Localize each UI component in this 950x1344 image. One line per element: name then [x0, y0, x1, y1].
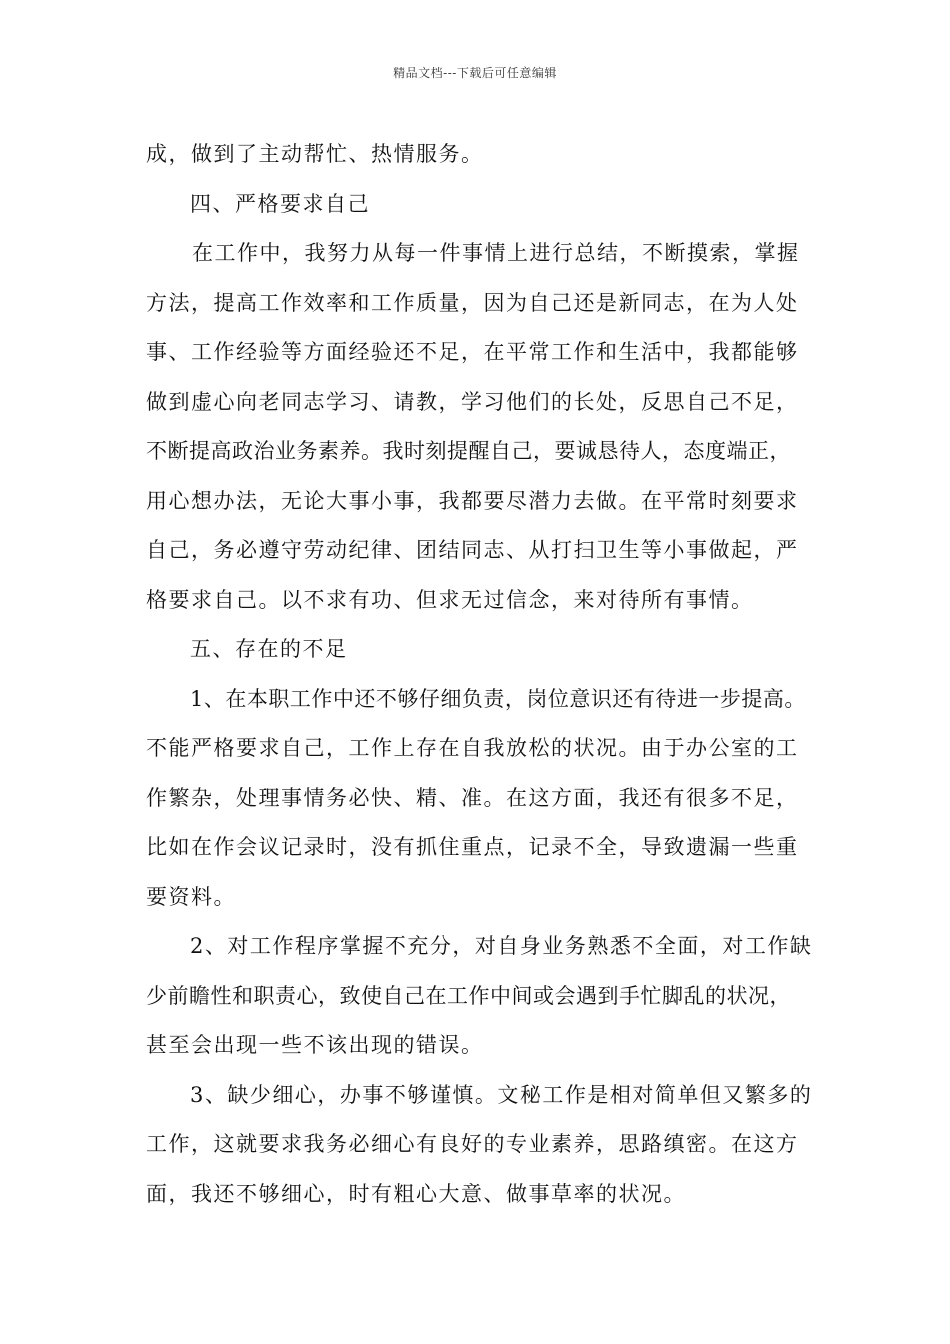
section-heading: 四、严格要求自己 — [190, 191, 370, 216]
text-line: 自己，务必遵守劳动纪律、团结同志、从打扫卫生等小事做起，严 — [146, 538, 799, 562]
text-line: 作繁杂，处理事情务必快、精、准。在这方面，我还有很多不足， — [146, 785, 799, 810]
section-heading: 五、存在的不足 — [190, 637, 348, 661]
text-line: 在工作中，我努力从每一件事情上进行总结，不断摸索，掌握 — [192, 241, 800, 265]
text-line: 2、对工作程序掌握不充分，对自身业务熟悉不全面，对工作缺 — [190, 934, 813, 958]
text-line: 不能严格要求自己，工作上存在自我放松的状况。由于办公室的工 — [146, 736, 799, 760]
text-line: 用心想办法，无论大事小事，我都要尽潜力去做。在平常时刻要求 — [146, 488, 799, 513]
document-body — [146, 130, 826, 1219]
text-line: 工作，这就要求我务必细心有良好的专业素养，思路缜密。在这方 — [146, 1132, 799, 1156]
text-line: 少前瞻性和职责心，致使自己在工作中间或会遇到手忙脚乱的状况， — [146, 983, 791, 1008]
text-line: 甚至会出现一些不该出现的错误。 — [146, 1033, 484, 1057]
text-line: 成，做到了主动帮忙、热情服务。 — [146, 142, 484, 166]
text-line: 事、工作经验等方面经验还不足，在平常工作和生活中，我都能够 — [146, 340, 799, 364]
text-line: 不断提高政治业务素养。我时刻提醒自己，要诚恳待人，态度端正， — [146, 439, 791, 463]
text-line: 做到虚心向老同志学习、请教，学习他们的长处，反思自己不足， — [146, 389, 799, 414]
text-line: 格要求自己。以不求有功、但求无过信念，来对待所有事情。 — [146, 587, 754, 612]
text-line: 方法，提高工作效率和工作质量，因为自己还是新同志，在为人处 — [146, 290, 799, 315]
text-line: 面，我还不够细心，时有粗心大意、做事草率的状况。 — [146, 1181, 686, 1206]
text-line: 要资料。 — [146, 884, 236, 909]
text-line: 比如在作会议记录时，没有抓住重点，记录不全，导致遗漏一些重 — [146, 835, 799, 859]
text-line: 3、缺少细心，办事不够谨慎。文秘工作是相对简单但又繁多的 — [190, 1082, 813, 1107]
page-header: 精品文档---下载后可任意编辑 — [393, 66, 557, 80]
text-line: 1、在本职工作中还不够仔细负责，岗位意识还有待进一步提高。 — [190, 686, 806, 711]
